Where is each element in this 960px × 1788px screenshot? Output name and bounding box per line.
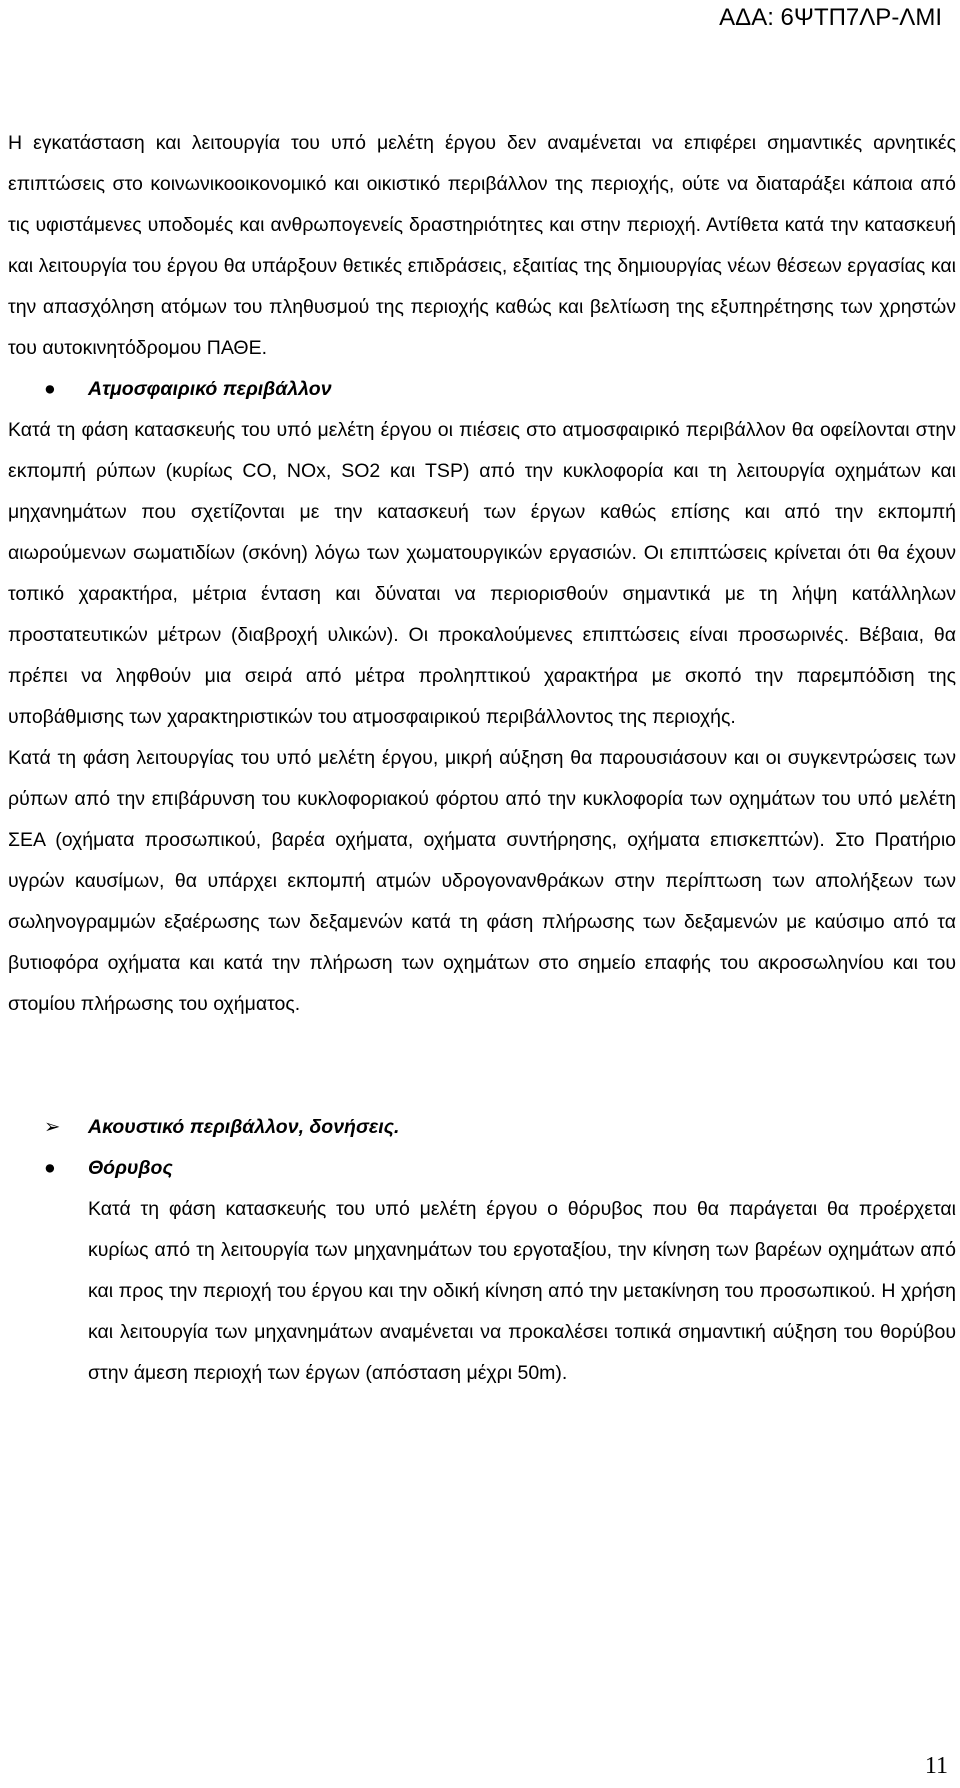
bullet-icon: ● — [44, 1157, 56, 1179]
noise-paragraph: Κατά τη φάση κατασκευής του υπό μελέτη έργου ο θόρυβος που θα παράγεται θα προέρχεται κυρίως από τη λειτουργία των μηχανημάτων του εργοταξίου, την κίνηση των βαρέων οχημάτων από και προς την περιοχή του έργου και την οδική κίνηση από την μετακίνηση του προσωπικού. Η χρήση και λειτουργία των μηχανημάτων αναμένεται να προκαλέσει τοπικά σημαντική αύξηση του θορύβου στην άμεση περιοχή των έργων (απόσταση μέχρι 50m). — [88, 1198, 956, 1384]
noise-section-heading — [8, 1148, 956, 1189]
atmosphere-operation-paragraph: Κατά τη φάση λειτουργίας του υπό μελέτη έργου, μικρή αύξηση θα παρουσιάσουν και οι συγκεντρώσεις των ρύπων από την επιβάρυνση του κυκλοφοριακού φόρτου από την κυκλοφορία των οχημάτων του υπό μελέτη ΣΕΑ (οχήματα προσωπικού, βαρέα οχήματα, οχήματα συντήρησης, οχήματα επισκεπτών). Στο Πρατήριο υγρών καυσίμων, θα υπάρχει εκπομπή ατμών υδρογονανθράκων στην περίπτωση των απολήξεων των σωληνογραμμών εξαέρωσης των δεξαμενών κατά τη φάση πλήρωσης των δεξαμενών με καύσιμο από τα βυτιοφόρα οχήματα και κατά την πλήρωση των οχημάτων στο σημείο επαφής του ακροσωληνίου και του στομίου πλήρωσης του οχήματος. — [8, 747, 956, 1015]
noise-heading-text: Θόρυβος — [88, 1157, 173, 1179]
acoustic-heading-text: Ακουστικό περιβάλλον, δονήσεις. — [88, 1116, 400, 1138]
atmosphere-heading-text: Ατμοσφαιρικό περιβάλλον — [88, 378, 332, 400]
document-body — [8, 123, 956, 1394]
section-gap — [8, 1025, 956, 1107]
acoustic-section-heading — [8, 1107, 956, 1148]
document-id: ΑΔΑ: 6ΨΤΠ7ΛΡ-ΛΜΙ — [719, 4, 942, 31]
intro-paragraph: Η εγκατάσταση και λειτουργία του υπό μελέτη έργου δεν αναμένεται να επιφέρει σημαντικές αρνητικές επιπτώσεις στο κοινωνικοοικονομικό και οικιστικό περιβάλλον της περιοχής, ούτε να διαταράξει κάποια από τις υφιστάμενες υποδομές και ανθρωπογενείς δραστηριότητες και στην περιοχή. Αντίθετα κατά την κατασκευή και λειτουργία του έργου θα υπάρξουν θετικές επιδράσεις, εξαιτίας της δημιουργίας νέων θέσεων εργασίας και την απασχόληση ατόμων του πληθυσμού της περιοχής καθώς και βελτίωση της εξυπηρέτησης των χρηστών του αυτοκινητόδρομου ΠΑΘΕ. — [8, 132, 956, 359]
arrow-bullet-icon: ➢ — [44, 1116, 61, 1138]
atmosphere-construction-paragraph: Κατά τη φάση κατασκευής του υπό μελέτη έργου οι πιέσεις στο ατμοσφαιρικό περιβάλλον θα οφείλονται στην εκπομπή ρύπων (κυρίως CO, NOx, SO2 και TSP) από την κυκλοφορία και τη λειτουργία οχημάτων και μηχανημάτων που σχετίζονται με την κατασκευή των έργων καθώς επίσης και από την εκπομπή αιωρούμενων σωματιδίων (σκόνη) λόγω των χωματουργικών εργασιών. Οι επιπτώσεις κρίνεται ότι θα έχουν τοπικό χαρακτήρα, μέτρια ένταση και δύναται να περιορισθούν σημαντικά με τη λήψη κατάλληλων προστατευτικών μέτρων (διαβροχή υλικών). Οι προκαλούμενες επιπτώσεις είναι προσωρινές. Βέβαια, θα πρέπει να ληφθούν μια σειρά από μέτρα προληπτικού χαρακτήρα με σκοπό την παρεμπόδιση της υποβάθμισης των χαρακτηριστικών του ατμοσφαιρικού περιβάλλοντος της περιοχής. — [8, 419, 956, 728]
atmosphere-section-heading — [8, 369, 956, 410]
bullet-icon: ● — [44, 378, 56, 400]
page-number: 11 — [924, 1753, 948, 1779]
